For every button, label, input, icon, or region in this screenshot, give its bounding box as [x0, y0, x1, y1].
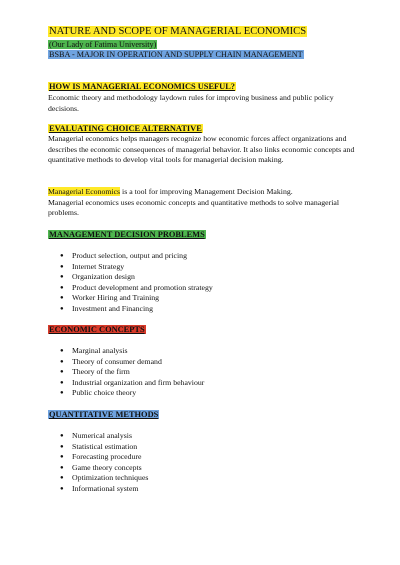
mdp-heading: MANAGEMENT DECISION PROBLEMS — [49, 230, 205, 239]
useful-heading-block — [48, 82, 360, 92]
bullet-icon: ● — [60, 454, 64, 461]
bullet-icon: ● — [60, 379, 64, 386]
bullet-icon: ● — [60, 433, 64, 439]
methods-list — [60, 431, 340, 495]
definition-term: Managerial Economics — [48, 187, 121, 196]
bullet-icon: ● — [60, 348, 64, 354]
document-title: NATURE AND SCOPE OF MANAGERIAL ECONOMICS — [49, 26, 307, 37]
list-item: ● Numerical analysis — [60, 431, 132, 440]
definition-text — [48, 187, 360, 219]
school-name: (Our Lady of Fatima University) — [49, 40, 157, 49]
list-item: ● Informational system — [60, 483, 139, 493]
definition-line2: Managerial economics uses economic concepts and quantitative methods to solve managerial problems. — [48, 197, 339, 218]
list-item: ● Marginal analysis — [60, 346, 128, 355]
list-item: ● Organization design — [60, 272, 135, 282]
bullet-icon: ● — [60, 358, 64, 365]
list-item: ● Product selection, output and pricing — [60, 251, 187, 260]
evaluating-heading-block — [48, 124, 360, 134]
list-item: ● Industrial organization and firm behaviour — [60, 377, 205, 387]
bullet-icon: ● — [60, 284, 64, 291]
concepts-heading-block — [48, 325, 360, 335]
bullet-icon: ● — [60, 263, 64, 270]
definition-rest: is a tool for improving Management Decision Making. — [120, 187, 293, 196]
list-item: ● Investment and Financing — [60, 303, 153, 313]
bullet-icon: ● — [60, 369, 64, 376]
concepts-list — [60, 346, 340, 399]
school-block — [48, 40, 360, 50]
program-block — [48, 50, 360, 60]
bullet-icon: ● — [60, 295, 64, 302]
program-name: BSBA - MAJOR IN OPERATION AND SUPPLY CHAIN MANAGEMENT — [49, 50, 303, 59]
useful-text: Economic theory and methodology laydown rules for improving business and public policy decisions. — [48, 93, 334, 113]
list-item: ● Optimization techniques — [60, 473, 149, 483]
list-item: ● Theory of the firm — [60, 367, 130, 377]
mdp-heading-block — [48, 230, 360, 240]
concepts-heading: ECONOMIC CONCEPTS — [49, 325, 145, 334]
list-item: ● Forecasting procedure — [60, 452, 142, 462]
bullet-icon: ● — [60, 253, 64, 259]
useful-heading: HOW IS MANAGERIAL ECONOMICS USEFUL? — [49, 82, 235, 91]
bullet-icon: ● — [60, 464, 64, 471]
bullet-icon: ● — [60, 475, 64, 482]
evaluating-heading: EVALUATING CHOICE ALTERNATIVE — [49, 124, 202, 133]
mdp-list — [60, 251, 340, 315]
evaluating-text: Managerial economics helps managers recognize how economic forces affect organizations and describes the economic consequences of managerial behavior. It also links economic concepts and quantitative methods to develop vital tools for managerial decision making. — [48, 134, 355, 165]
list-item: ● Theory of consumer demand — [60, 356, 162, 366]
bullet-icon: ● — [60, 274, 64, 281]
list-item: ● Worker Hiring and Training — [60, 293, 160, 303]
bullet-icon: ● — [60, 305, 64, 312]
methods-heading: QUANTITATIVE METHODS — [49, 410, 159, 419]
list-item: ● Statistical estimation — [60, 441, 138, 451]
list-item: ● Product development and promotion strategy — [60, 282, 213, 292]
list-item: ● Internet Strategy — [60, 261, 125, 271]
list-item: ● Game theory concepts — [60, 462, 142, 472]
list-item: ● Public choice theory — [60, 388, 137, 398]
title-block — [48, 26, 360, 38]
bullet-icon: ● — [60, 443, 64, 450]
methods-heading-block — [48, 410, 360, 420]
bullet-icon: ● — [60, 390, 64, 397]
bullet-icon: ● — [60, 485, 64, 492]
